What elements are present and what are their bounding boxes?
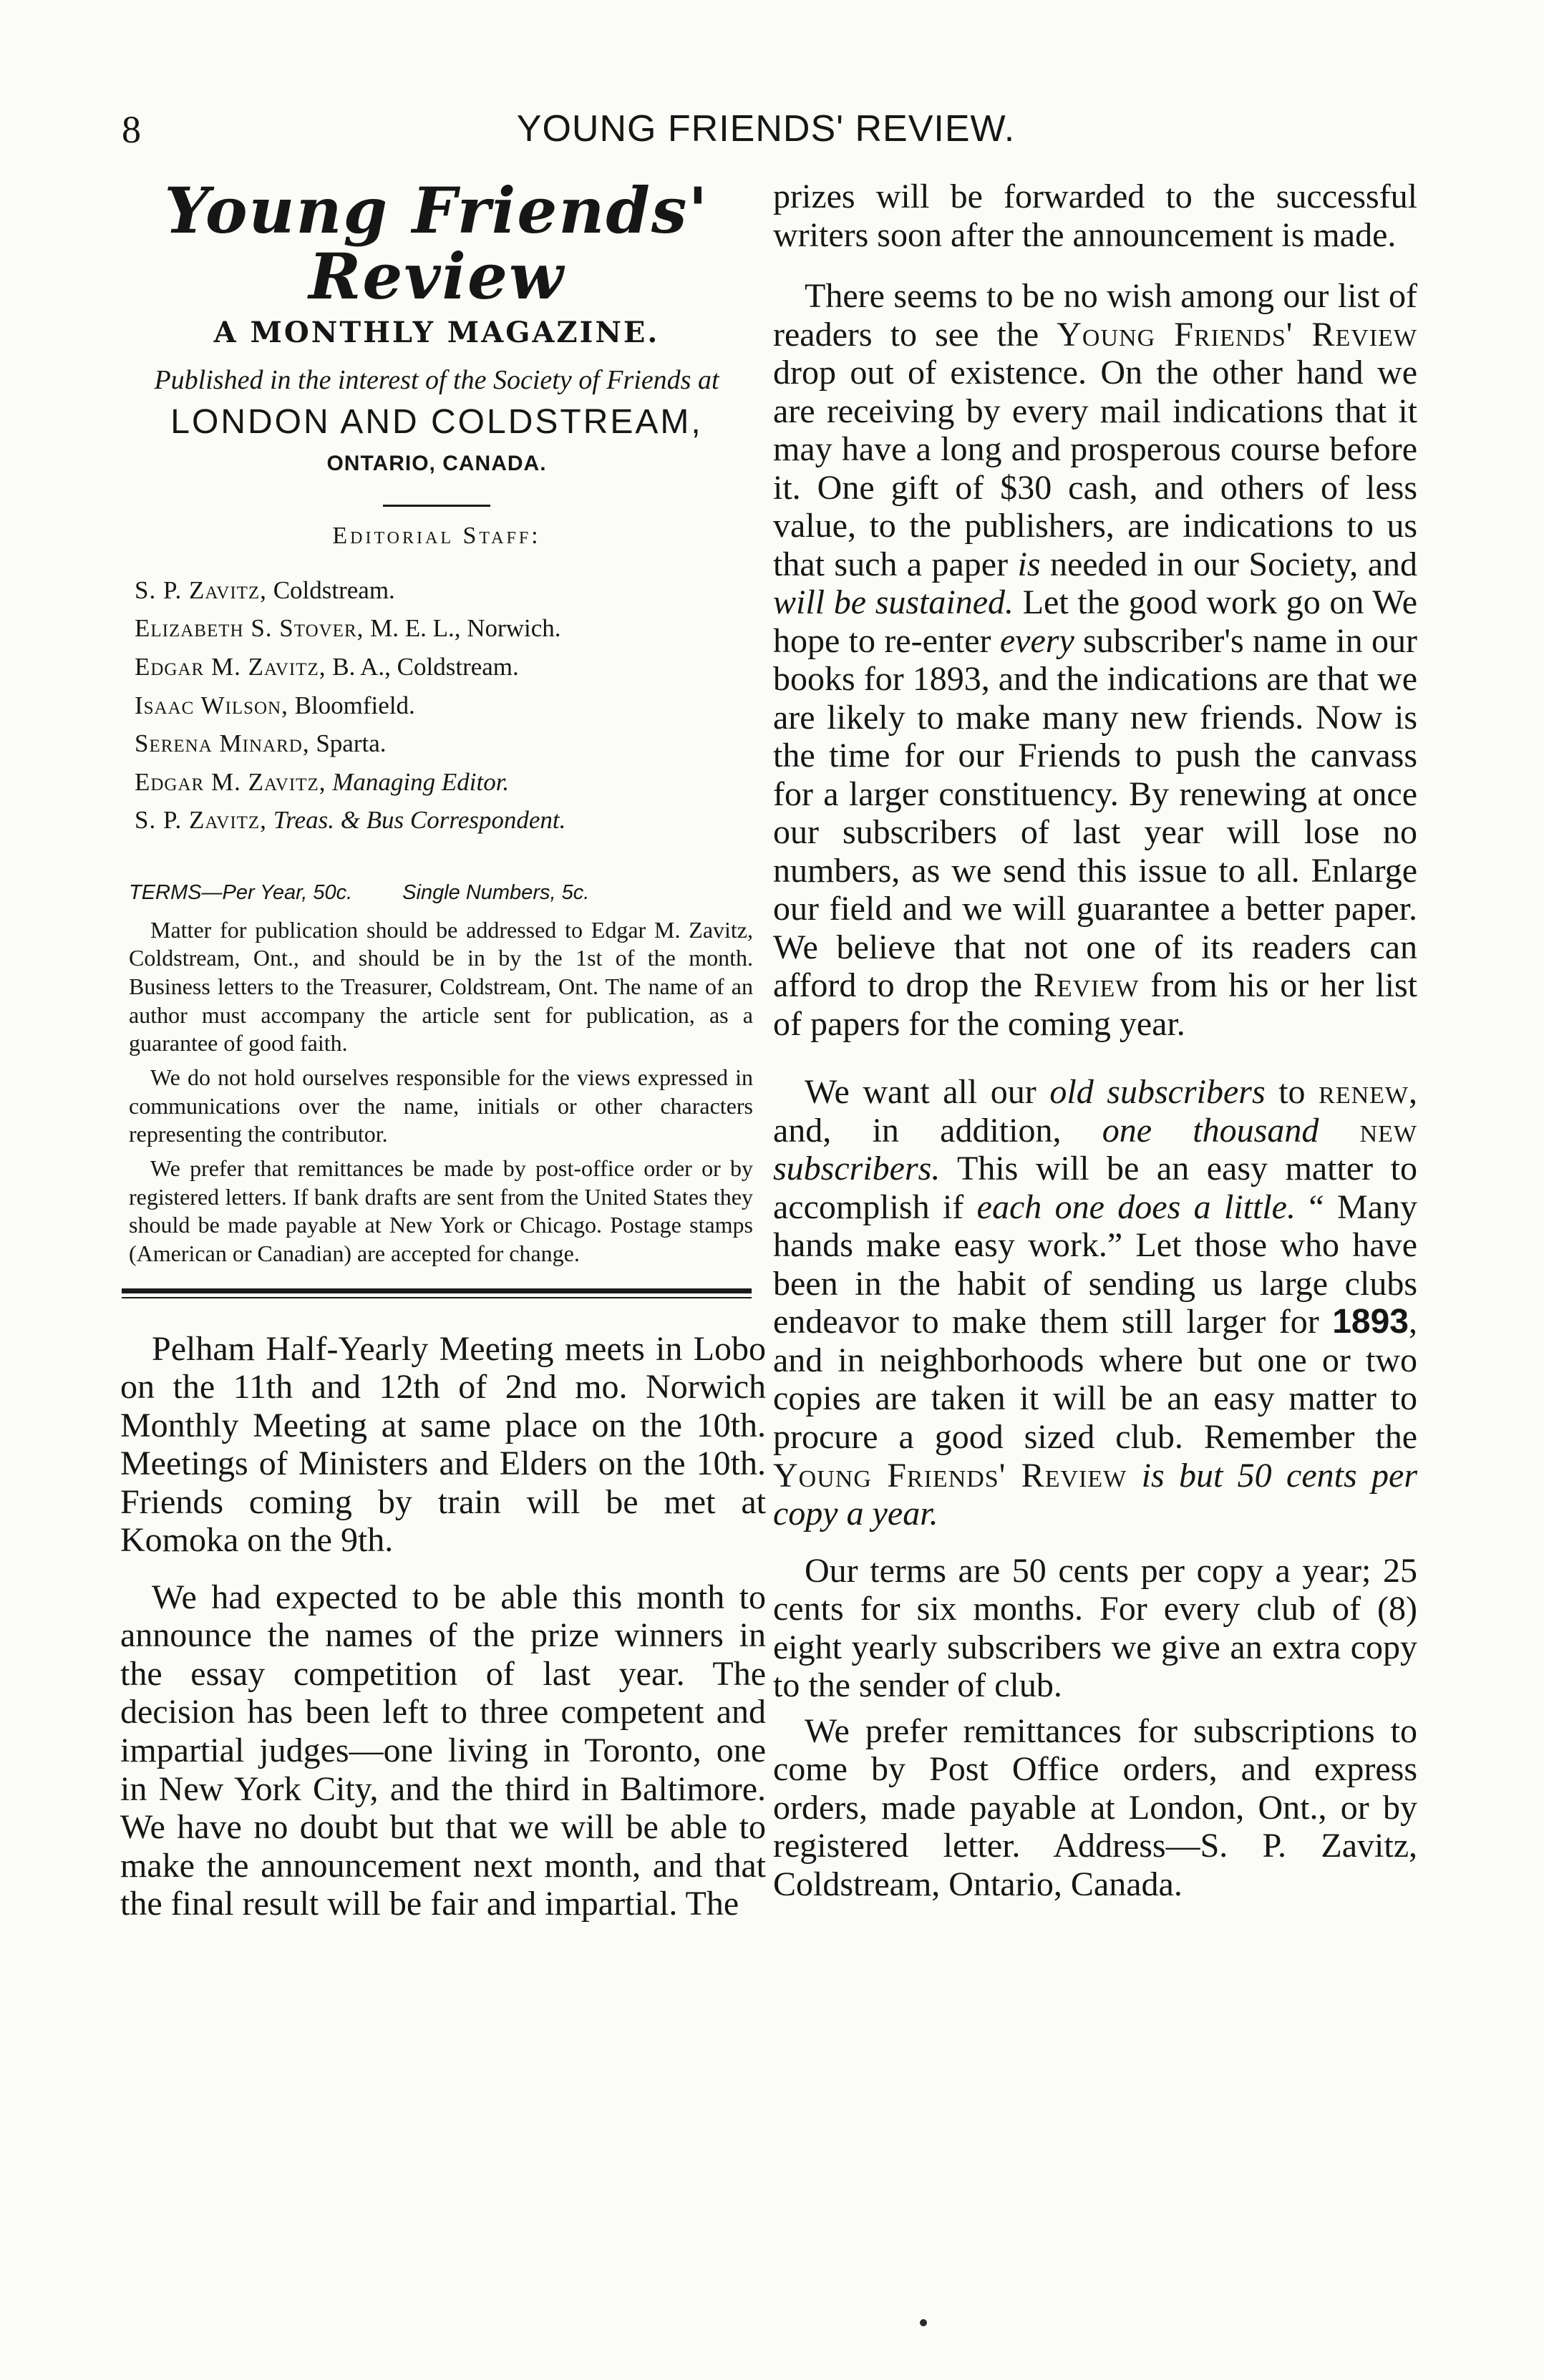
prize-announcement: We had expected to be able this month to announce the names of the prize winners in the essay competition of last year. The decision has been left to three competent and impartial judges—one living in Toronto, one in New York City, and the third in Baltimore. We have no doubt but that we will be able to make the announcement next month, and that the final result will be fair and impartial. The <box>120 1578 766 1923</box>
staff-member: S. P. Zavitz, Treas. & Bus Correspondent. <box>135 806 566 835</box>
location-line: LONDON AND COLDSTREAM, <box>170 402 703 441</box>
remittance-paragraph: We prefer remittances for subscriptions to come by Post Office orders, and express orders, made payable at London, Ont., or by registered letter. Address—S. P. Zavitz, Coldstream, Ontario, Canada. <box>773 1711 1417 1903</box>
running-title: YOUNG FRIENDS' REVIEW. <box>516 108 1016 150</box>
staff-heading: Editorial Staff: <box>332 522 541 549</box>
published-line: Published in the interest of the Society of Friends at <box>154 364 719 395</box>
terms-paragraph: Our terms are 50 cents per copy a year; 25 cents for six months. For every club of (8) eight yearly subscribers we give an extra copy to the sender of club. <box>773 1551 1417 1705</box>
right-column <box>773 178 1417 1922</box>
region-line: ONTARIO, CANADA. <box>326 451 547 475</box>
staff-member: Edgar M. Zavitz, Managing Editor. <box>135 767 510 796</box>
staff-list <box>107 571 766 840</box>
notice-responsibility: We do not hold ourselves responsible for the views expressed in communications over the name, initials or other characters representing the contributor. <box>129 1064 753 1147</box>
masthead <box>107 173 766 476</box>
pelham-notice: Pelham Half-Yearly Meeting meets in Lobo on the 11th and 12th of 2nd mo. Norwich Monthly Meeting at same place on the 10th. Meetings of Ministers and Elders on the 10th. Friends coming by train will be met at Komoka on the 9th. <box>120 1329 766 1560</box>
staff-member: Edgar M. Zavitz, B. A., Coldstream. <box>135 653 519 681</box>
left-column <box>107 173 766 1942</box>
page-number: 8 <box>122 108 141 151</box>
staff-member: Isaac Wilson, Bloomfield. <box>135 691 415 719</box>
terms-per-year: TERMS—Per Year, 50c. <box>129 880 353 904</box>
short-divider <box>383 505 490 507</box>
terms-line <box>107 881 766 905</box>
staff-member: Serena Minard, Sparta. <box>135 729 387 758</box>
notice-publication: Matter for publication should be addressed to Edgar M. Zavitz, Coldstream, Ont., and should be in by the 1st of the month. Business letters to the Treasurer, Coldstream, Ont. The name of an author must accompany the article sent for publication, as a guarantee of good faith. <box>129 916 753 1057</box>
left-body <box>107 1330 766 1923</box>
masthead-subtitle: A MONTHLY MAGAZINE. <box>213 315 660 349</box>
masthead-title: Young Friends' Review <box>164 173 709 314</box>
readers-paragraph: There seems to be no wish among our list of readers to see the Young Friends' Review drop out of existence. On the other hand we are receiving by every mail indications that it may have a long and prosperous course before it. One gift of $30 cash, and others of less value, to the publishers, are indications to us that such a paper is needed in our Society, and will be sustained. Let the good work go on We hope to re-enter every subscriber's name in our books for 1893, and the indications are that we are likely to make many new friends. Now is the time for our Friends to push the canvass for a larger constituency. By renewing at once our subscribers of last year will lose no numbers, as we send this issue to all. Enlarge our field and we will guarantee a better paper. We believe that not one of its readers can afford to drop the Review from his or her list of papers for the coming year. <box>773 277 1418 1043</box>
running-head <box>115 107 1417 165</box>
notice-remittances: We prefer that remittances be made by post-office order or by registered letters. If bank drafts are sent from the United States they should be made payable at New York or Chicago. Postage stamps (American or Canadian) are accepted for change. <box>129 1155 753 1267</box>
terms-single: Single Numbers, 5c. <box>402 880 590 904</box>
prize-continuation: prizes will be forwarded to the successful writers soon after the announcement is made. <box>773 178 1417 254</box>
staff-member: Elizabeth S. Stover, M. E. L., Norwich. <box>135 614 561 643</box>
section-divider <box>122 1288 752 1298</box>
staff-member: S. P. Zavitz, Coldstream. <box>135 575 395 604</box>
page-dot <box>920 2319 927 2326</box>
subscribers-paragraph: We want all our old subscribers to renew, and, in addition, one thousand new subscribers. This will be an easy matter to accomplish if each one does a little. “ Many hands make easy work.” Let those who have been in the habit of sending us large clubs endeavor to make them still larger for 1893, and in neighborhoods where but one or two copies are taken it will be an easy matter to procure a good sized club. Remember the Young Friends' Review is but 50 cents per copy a year. <box>773 1073 1418 1533</box>
